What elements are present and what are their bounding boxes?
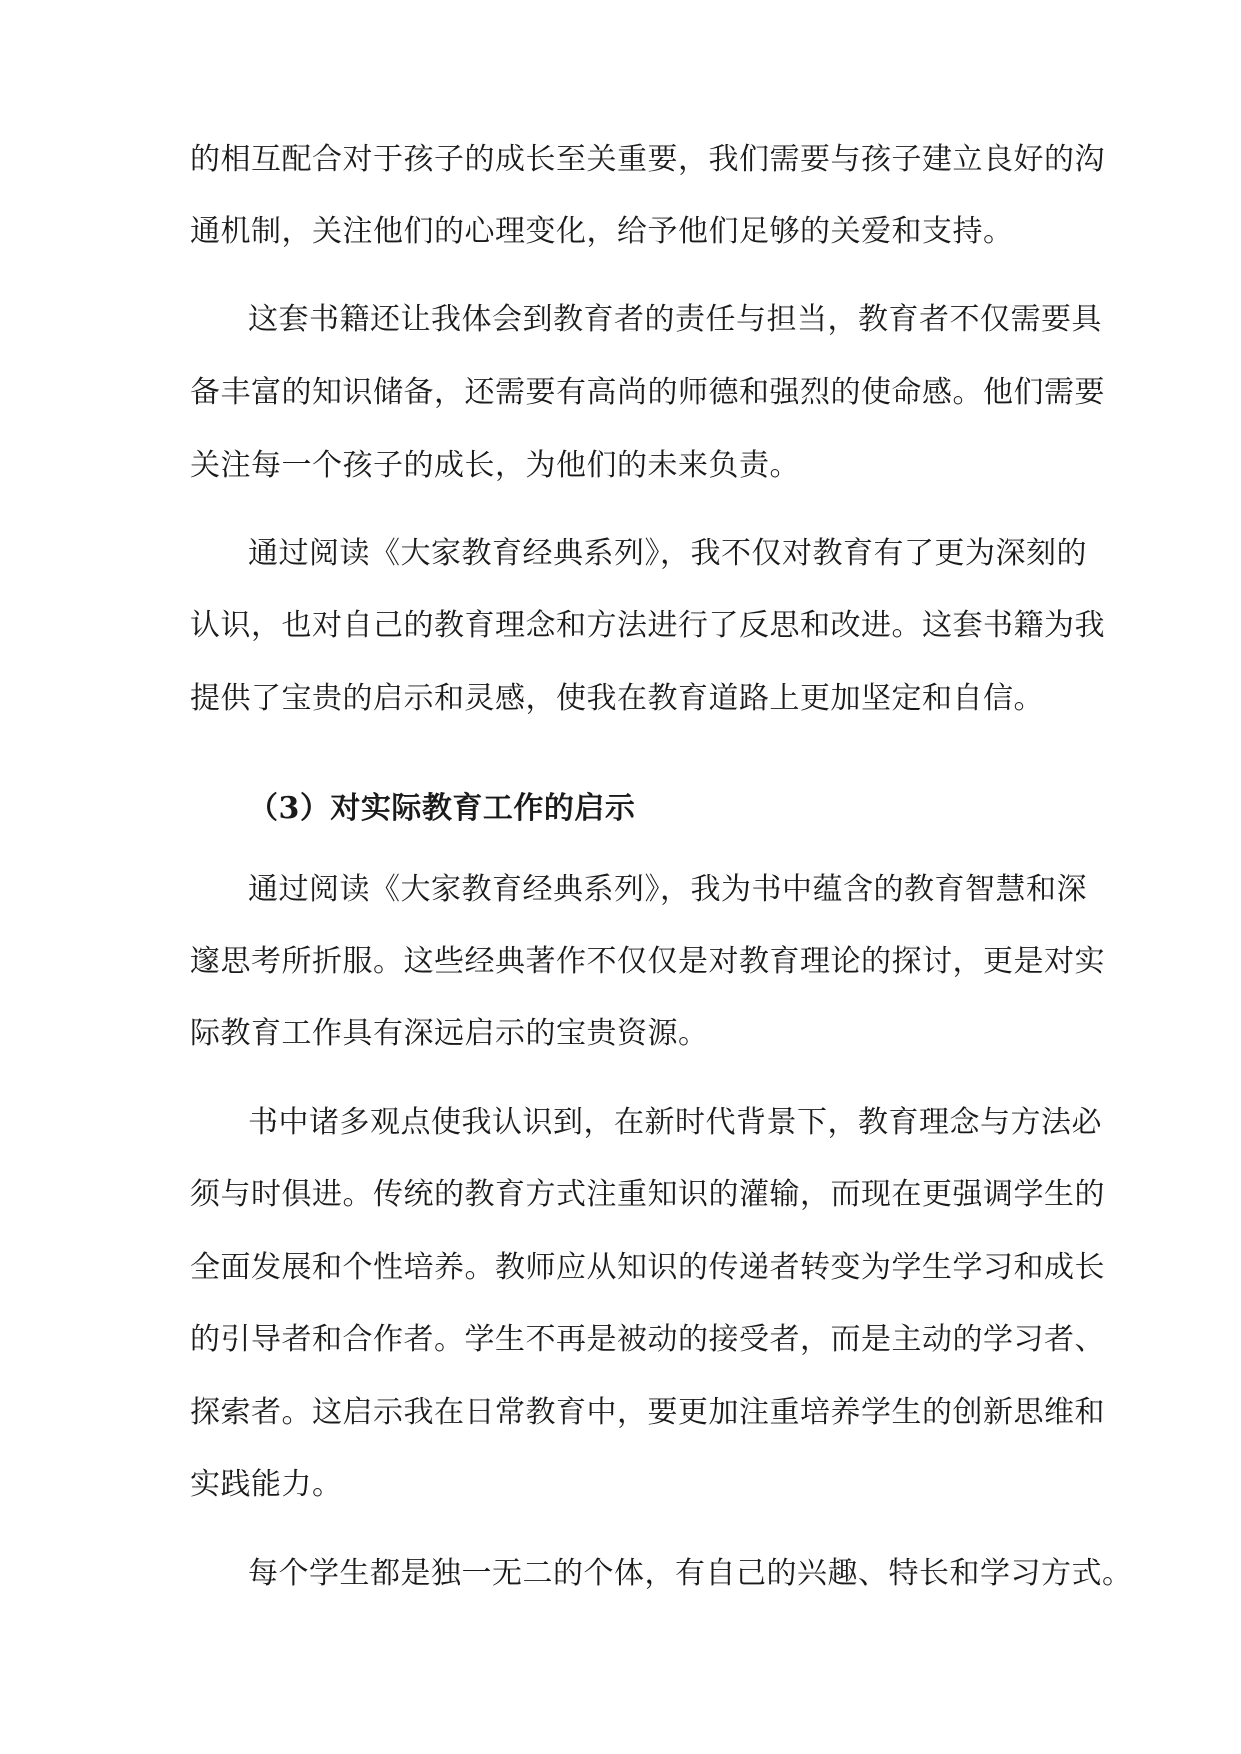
paragraph-line: 通机制，关注他们的心理变化，给予他们足够的关爱和支持。 — [190, 214, 1014, 249]
paragraph-line: 须与时俱进。传统的教育方式注重知识的灌输，而现在更强调学生的 — [190, 1177, 1105, 1212]
paragraph-line: 的引导者和合作者。学生不再是被动的接受者，而是主动的学习者、 — [190, 1322, 1105, 1357]
section-heading: （3）对实际教育工作的启示 — [248, 791, 636, 826]
paragraph-line: 备丰富的知识储备，还需要有高尚的师德和强烈的使命感。他们需要 — [190, 375, 1105, 410]
paragraph-line: 的相互配合对于孩子的成长至关重要，我们需要与孩子建立良好的沟 — [190, 142, 1105, 177]
paragraph-line: 书中诸多观点使我认识到，在新时代背景下，教育理念与方法必 — [248, 1105, 1102, 1140]
paragraph-line: 实践能力。 — [190, 1467, 343, 1502]
paragraph-line: 邃思考所折服。这些经典著作不仅仅是对教育理论的探讨，更是对实 — [190, 944, 1105, 979]
paragraph-line: 全面发展和个性培养。教师应从知识的传递者转变为学生学习和成长 — [190, 1250, 1105, 1285]
paragraph-line: 每个学生都是独一无二的个体，有自己的兴趣、特长和学习方式。 — [248, 1556, 1133, 1591]
paragraph-line: 关注每一个孩子的成长，为他们的未来负责。 — [190, 448, 800, 483]
paragraph-line: 提供了宝贵的启示和灵感，使我在教育道路上更加坚定和自信。 — [190, 681, 1044, 716]
paragraph-line: 通过阅读《大家教育经典系列》，我为书中蕴含的教育智慧和深 — [248, 872, 1087, 907]
paragraph-line: 通过阅读《大家教育经典系列》，我不仅对教育有了更为深刻的 — [248, 536, 1087, 571]
paragraph-line: 探索者。这启示我在日常教育中，要更加注重培养学生的创新思维和 — [190, 1395, 1105, 1430]
paragraph-line: 际教育工作具有深远启示的宝贵资源。 — [190, 1016, 709, 1051]
paragraph-line: 认识，也对自己的教育理念和方法进行了反思和改进。这套书籍为我 — [190, 608, 1105, 643]
paragraph-line: 这套书籍还让我体会到教育者的责任与担当，教育者不仅需要具 — [248, 302, 1102, 337]
